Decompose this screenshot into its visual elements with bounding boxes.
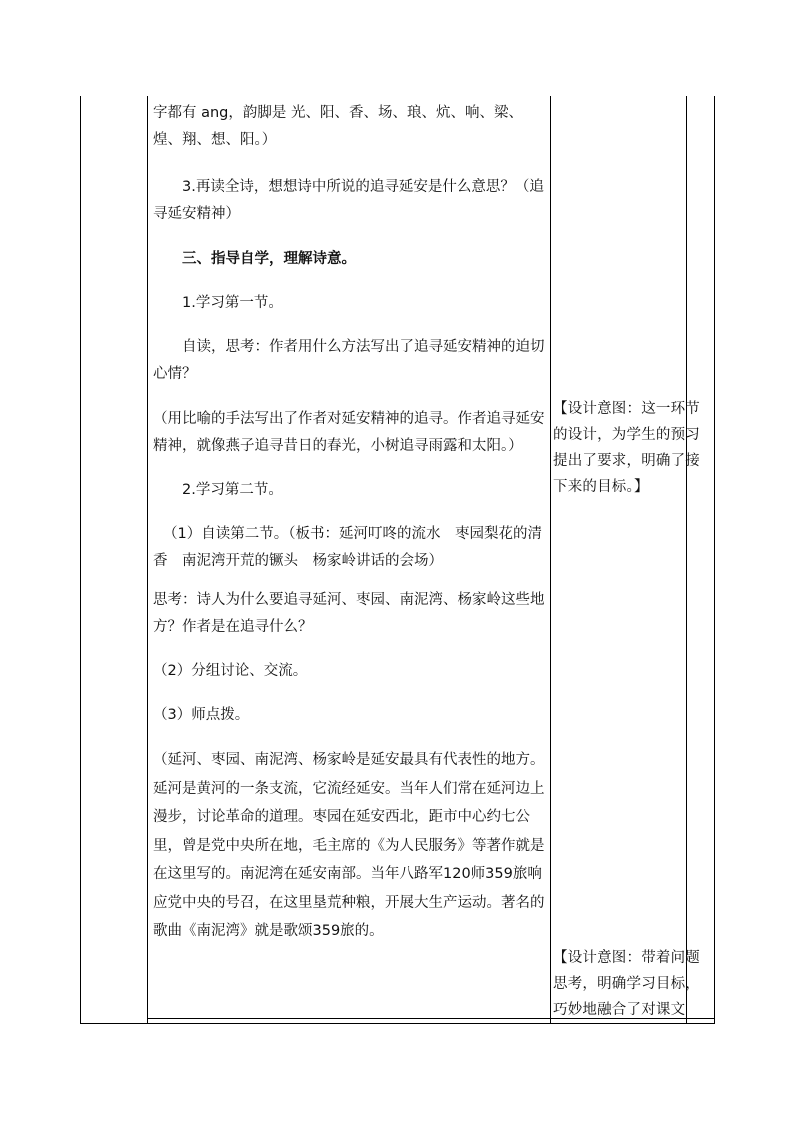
stanza2-answer: （延河、枣园、南泥湾、杨家岭是延安最具有代表性的地方。延河是黄河的一条支流，它流经延安。当年人们常在延河边上漫步，讨论革命的道理。枣园在延安西北，距市中心约七公里，曾是党中央所在地，毛主席的《为人民服务》等著作就是在这里写的。南泥湾在延安南部。当年八路军120师359旅响应党中央的号召，在这里垦荒种粮，开展大生产运动。著名的歌曲《南泥湾》就是歌颂359旅的。	[153, 752, 545, 939]
table-border-col2	[550, 96, 551, 1024]
stanza1-question: 自读，思考：作者用什么方法写出了追寻延安精神的迫切心情？	[153, 339, 545, 382]
table-border-right	[714, 96, 715, 1024]
table-border-bottom	[80, 1023, 715, 1024]
stanza2-step1: （1）自读第二节。（板书：延河叮咚的流水 枣园梨花的清香 南泥湾开荒的镢头 杨家岭讲话的会场）	[153, 526, 542, 569]
stanza2-item: 2.学习第二节。	[182, 482, 283, 498]
table-border-left	[80, 96, 81, 1024]
table-border-col1	[147, 96, 148, 1024]
table-border-col3	[686, 96, 687, 1024]
design-note-2: 【设计意图：带着问题思考，明确学习目标，巧妙地融合了对课文	[553, 950, 700, 1018]
main-column	[153, 100, 548, 946]
design-note-1: 【设计意图：这一环节的设计，为学生的预习提出了要求，明确了接下来的目标。】	[553, 401, 700, 495]
stanza1-answer: （用比喻的手法写出了作者对延安精神的追寻。作者追寻延安精神，就像燕子追寻昔日的春光，小树追寻雨露和太阳。）	[153, 411, 545, 454]
reread-question: 3.再读全诗，想想诗中所说的追寻延安是什么意思？（追寻延安精神）	[153, 179, 544, 222]
stanza2-step3: （3）师点拨。	[153, 707, 250, 723]
rhyme-paragraph: 字都有 ang，韵脚是 光、阳、香、场、琅、炕、响、梁、煌、翔、想、阳。）	[153, 105, 523, 148]
stanza1-item: 1.学习第一节。	[182, 295, 283, 311]
stanza2-question: 思考：诗人为什么要追寻延河、枣园、南泥湾、杨家岭这些地方？作者是在追寻什么？	[153, 592, 545, 635]
section-heading: 三、指导自学，理解诗意。	[182, 251, 356, 267]
stanza2-step2: （2）分组讨论、交流。	[153, 663, 308, 679]
